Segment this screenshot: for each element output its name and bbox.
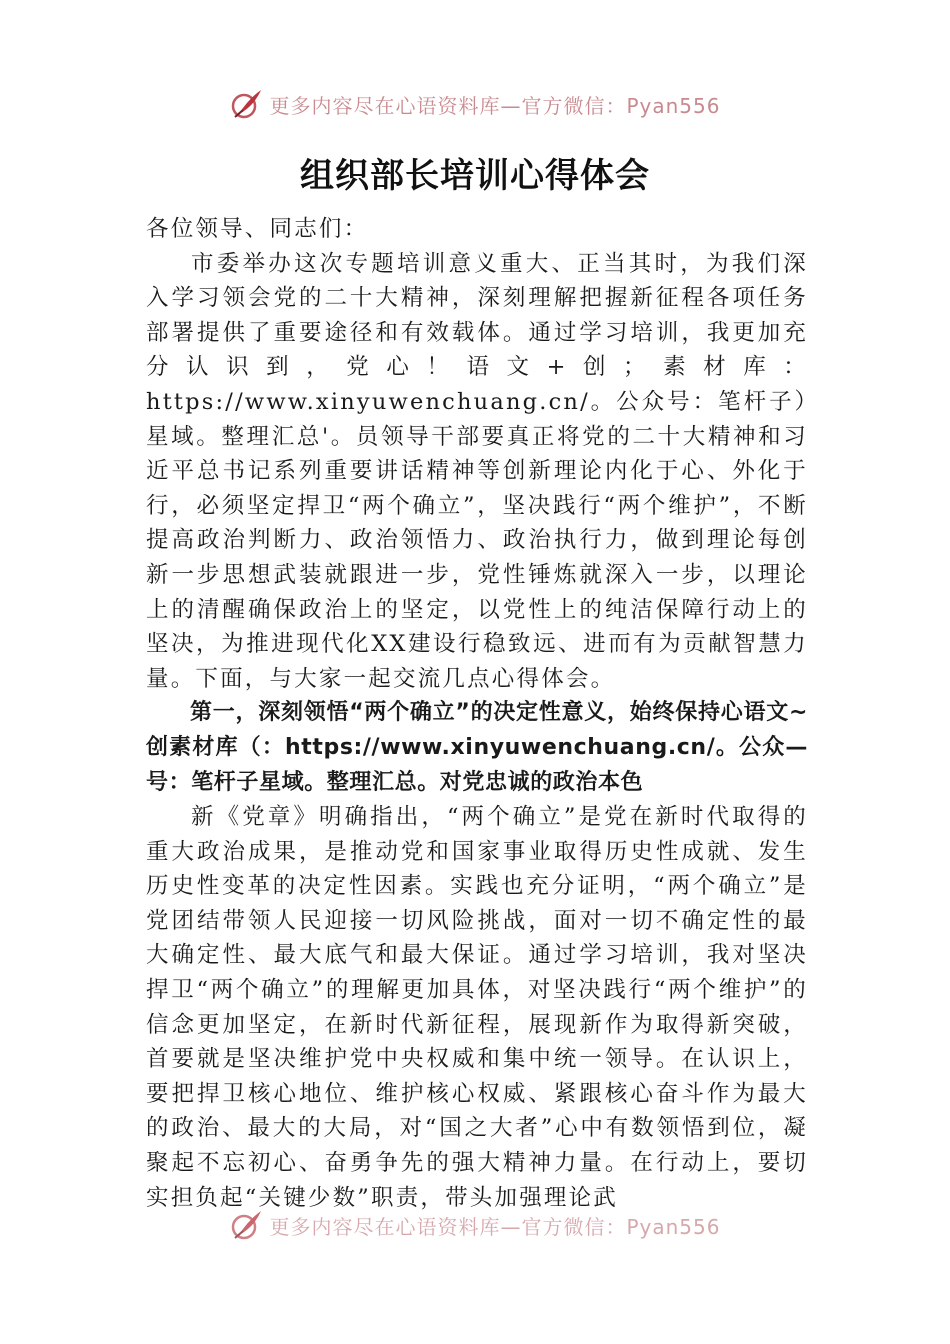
paragraph-intro: 市委举办这次专题培训意义重大、正当其时，为我们深入学习领会党的二十大精神，深刻理解把握新征程各项任务部署提供了重要途径和有效载体。通过学习培训，我更加充分认识到，党心！语文+创；素材库：https://www.xinyuwenchuang.cn/。公众号：笔杆子）星域。整理汇总'。员领导干部要真正将党的二十大精神和习近平总书记系列重要讲话精神等创新理论内化于心、外化于行，必须坚定捍卫“两个确立”，坚决践行“两个维护”，不断提高政治判断力、政治领悟力、政治执行力，做到理论每创新一步思想武装就跟进一步，党性锤炼就深入一步，以理论上的清醒确保政治上的坚定，以党性上的纯洁保障行动上的坚决，为推进现代化XX建设行稳致远、进而有为贡献智慧力量。下面，与大家一起交流几点心得体会。 bbox=[146, 250, 808, 692]
watermark-text: 更多内容尽在心语资料库—官方微信：Pyan556 bbox=[269, 1214, 721, 1239]
paragraph-section-1: 新《党章》明确指出，“两个确立”是党在新时代取得的重大政治成果，是推动党和国家事业取得历史性成就、发生历史性变革的决定性因素。实践也充分证明，“两个确立”是党团结带领人民迎接一切风险挑战，面对一切不确定性的最大确定性、最大底气和最大保证。通过学习培训，我对坚决捍卫“两个确立”的理解更加具体，对坚决践行“两个维护”的信念更加坚定，在新时代新征程，展现新作为取得新突破，首要就是坚决维护党中央权威和集中统一领导。在认识上，要把捍卫核心地位、维护核心权威、紧跟核心奋斗作为最大的政治、最大的大局，对“国之大者”心中有数领悟到位，凝聚起不忘初心、奋勇争先的强大精神力量。在行动上，要切实担负起“关键少数”职责，带头加强理论武 bbox=[146, 804, 808, 1211]
watermark-header bbox=[0, 84, 950, 124]
watermark-footer bbox=[0, 1205, 950, 1245]
salutation: 各位领导、同志们： bbox=[146, 216, 369, 242]
document-body bbox=[146, 212, 808, 1215]
document-title: 组织部长培训心得体会 bbox=[300, 156, 650, 196]
section-heading-1: 第一，深刻领悟“两个确立”的决定性意义，始终保持心语文~创素材库（：https://www.xinyuwenchuang.cn/。公众—号：笔杆子星域。整理汇总。对党忠诚的政治本色 bbox=[146, 700, 808, 795]
feather-logo-icon bbox=[229, 1208, 263, 1242]
watermark-text: 更多内容尽在心语资料库—官方微信：Pyan556 bbox=[269, 93, 721, 118]
feather-logo-icon bbox=[229, 87, 263, 121]
